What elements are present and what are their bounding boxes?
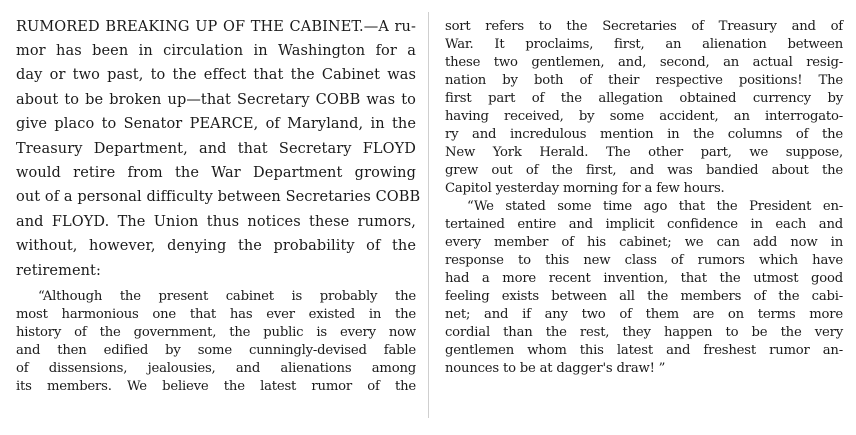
- quote-line: its members. We believe the latest rumor of the: [16, 379, 416, 394]
- quote-line: “Although the present cabinet is probably the: [38, 289, 416, 304]
- quote-line: “We stated some time ago that the President en-: [467, 199, 843, 214]
- text-line: War. It proclaims, first, an alienation between: [445, 37, 843, 52]
- quote-line: tertained entire and implicit confidence in each and: [445, 217, 843, 232]
- quote-line: had a more recent invention, that the utmost good: [445, 271, 843, 286]
- text-line: Treasury Department, and that Secretary FLOYD: [16, 141, 416, 157]
- text-line: about to be broken up—that Secretary COBB was to: [16, 92, 416, 108]
- text-line: out of a personal difficulty between Secretaries COBB: [16, 189, 421, 205]
- text-line: sort refers to the Secretaries of Treasury and of: [445, 19, 843, 34]
- text-line: retirement:: [16, 263, 101, 279]
- quote-line: history of the government, the public is every now: [16, 325, 416, 340]
- text-line: give placo to Senator PEARCE, of Maryland, in the: [16, 116, 416, 132]
- headline-line: RUMORED BREAKING UP OF THE CABINET.—A ru-: [16, 19, 416, 35]
- text-line: day or two past, to the effect that the Cabinet was: [16, 67, 416, 83]
- quote-line: nounces to be at dagger's draw! ”: [445, 361, 666, 376]
- text-line: first part of the allegation obtained currency by: [445, 91, 843, 106]
- quote-line: feeling exists between all the members of the cabi-: [445, 289, 843, 304]
- quote-line: cordial than the rest, they happen to be the very: [445, 325, 843, 340]
- text-line: grew out of the first, and was bandied about the: [445, 163, 843, 178]
- text-line: nation by both of their respective positions! The: [445, 73, 843, 88]
- text-line: New York Herald. The other part, we suppose,: [445, 145, 843, 160]
- quote-line: every member of his cabinet; we can add now in: [445, 235, 843, 250]
- quote-line: response to this new class of rumors which have: [445, 253, 843, 268]
- text-line: mor has been in circulation in Washington for a: [16, 43, 416, 59]
- quote-line: gentlemen whom this latest and freshest rumor an-: [445, 343, 843, 358]
- quote-line: most harmonious one that has ever existed in the: [16, 307, 416, 322]
- text-line: these two gentlemen, and, second, an actual resig-: [445, 55, 843, 70]
- text-line: having received, by some accident, an interrogato-: [445, 109, 843, 124]
- text-line: ry and incredulous mention in the columns of the: [445, 127, 843, 142]
- quote-line: net; and if any two of them are on terms more: [445, 307, 843, 322]
- text-line: Capitol yesterday morning for a few hours.: [445, 181, 725, 196]
- text-line: and FLOYD. The Union thus notices these rumors,: [16, 214, 416, 230]
- column-divider: [428, 12, 429, 418]
- quote-line: of dissensions, jealousies, and alienations among: [16, 361, 416, 376]
- text-line: without, however, denying the probability of the: [16, 238, 416, 254]
- text-line: would retire from the War Department growing: [16, 165, 416, 181]
- quote-line: and then edified by some cunningly-devised fable: [16, 343, 416, 358]
